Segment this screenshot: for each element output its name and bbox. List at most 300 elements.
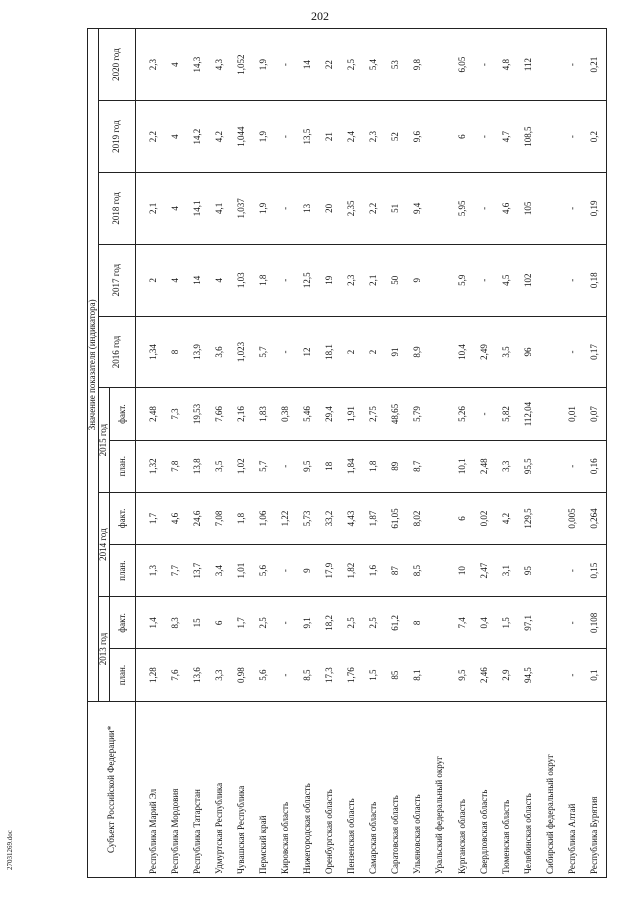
subject-name: Республика Бурятия: [583, 701, 606, 877]
table-row: [451, 29, 473, 878]
subject-name: Уральский федеральный округ: [429, 701, 451, 877]
header-year-2018: 2018 год: [99, 172, 136, 244]
value-cell: [539, 388, 561, 440]
table-row: [297, 29, 319, 878]
value-cell: 2,2: [143, 101, 165, 173]
value-cell: 15: [187, 597, 209, 649]
value-cell: [539, 29, 561, 101]
value-cell: 7,08: [209, 492, 231, 544]
value-cell: 4,3: [209, 29, 231, 101]
value-cell: 13: [297, 172, 319, 244]
value-cell: 5,6: [253, 649, 275, 701]
value-cell: [539, 545, 561, 597]
value-cell: 5,26: [451, 388, 473, 440]
value-cell: 53: [385, 29, 407, 101]
header-indicator: Значение показателя (индикатора): [88, 29, 99, 702]
value-cell: 1,052: [231, 29, 253, 101]
spacer-cell: [136, 244, 144, 316]
value-cell: 3,5: [495, 316, 517, 388]
value-cell: 1,8: [363, 440, 385, 492]
value-cell: 51: [385, 172, 407, 244]
value-cell: 0,17: [583, 316, 606, 388]
value-cell: [539, 440, 561, 492]
value-cell: [429, 316, 451, 388]
header-subject: Субъект Российской Федерации*: [88, 701, 136, 877]
header-plan-2014: план.: [110, 545, 136, 597]
value-cell: 5,4: [363, 29, 385, 101]
value-cell: 2,5: [341, 29, 363, 101]
value-cell: 5,46: [297, 388, 319, 440]
table-row: [385, 29, 407, 878]
value-cell: 0,02: [473, 492, 495, 544]
value-cell: 1,023: [231, 316, 253, 388]
value-cell: 5,6: [253, 545, 275, 597]
value-cell: 10,4: [451, 316, 473, 388]
value-cell: 1,3: [143, 545, 165, 597]
value-cell: 17,9: [319, 545, 341, 597]
spacer-cell: [136, 172, 144, 244]
value-cell: 2,46: [473, 649, 495, 701]
value-cell: 1,32: [143, 440, 165, 492]
value-cell: [539, 597, 561, 649]
value-cell: 2,49: [473, 316, 495, 388]
header-year-2013: 2013 год: [99, 597, 110, 701]
value-cell: [429, 597, 451, 649]
value-cell: 4: [165, 244, 187, 316]
value-cell: 0,07: [583, 388, 606, 440]
spacer-cell: [136, 101, 144, 173]
value-cell: 0,38: [275, 388, 297, 440]
value-cell: 1,87: [363, 492, 385, 544]
value-cell: 5,95: [451, 172, 473, 244]
value-cell: 1,28: [143, 649, 165, 701]
value-cell: 18,1: [319, 316, 341, 388]
value-cell: 1,03: [231, 244, 253, 316]
value-cell: 9,6: [407, 101, 429, 173]
value-cell: 9: [407, 244, 429, 316]
value-cell: -: [561, 545, 583, 597]
value-cell: 3,3: [495, 440, 517, 492]
spacer-cell: [136, 545, 144, 597]
value-cell: 1,82: [341, 545, 363, 597]
value-cell: 95: [517, 545, 539, 597]
value-cell: 20: [319, 172, 341, 244]
table-row: [583, 29, 606, 878]
spacer-cell: [136, 29, 144, 101]
value-cell: 0,98: [231, 649, 253, 701]
value-cell: 4,2: [209, 101, 231, 173]
value-cell: 2,1: [363, 244, 385, 316]
value-cell: [429, 649, 451, 701]
value-cell: 7,3: [165, 388, 187, 440]
subject-name: Кировская область: [275, 701, 297, 877]
value-cell: 9,4: [407, 172, 429, 244]
value-cell: 12,5: [297, 244, 319, 316]
value-cell: 1,6: [363, 545, 385, 597]
subject-name: Чувашская Республика: [231, 701, 253, 877]
value-cell: 3,1: [495, 545, 517, 597]
value-cell: [539, 649, 561, 701]
value-cell: -: [275, 316, 297, 388]
value-cell: 9,5: [451, 649, 473, 701]
value-cell: 2,3: [363, 101, 385, 173]
value-cell: 5,82: [495, 388, 517, 440]
spacer-cell: [136, 388, 144, 440]
value-cell: 96: [517, 316, 539, 388]
header-fact-2015: факт.: [110, 388, 136, 440]
value-cell: -: [275, 101, 297, 173]
table-row: [407, 29, 429, 878]
value-cell: 4: [165, 29, 187, 101]
value-cell: [429, 545, 451, 597]
value-cell: [539, 492, 561, 544]
value-cell: 2: [143, 244, 165, 316]
value-cell: 1,06: [253, 492, 275, 544]
value-cell: 4,6: [165, 492, 187, 544]
value-cell: 9,8: [407, 29, 429, 101]
value-cell: 8,5: [297, 649, 319, 701]
value-cell: 3,4: [209, 545, 231, 597]
value-cell: 52: [385, 101, 407, 173]
value-cell: 1,4: [143, 597, 165, 649]
value-cell: 33,2: [319, 492, 341, 544]
value-cell: 8,1: [407, 649, 429, 701]
table-row: [363, 29, 385, 878]
value-cell: 14: [297, 29, 319, 101]
value-cell: 19,53: [187, 388, 209, 440]
value-cell: 1,8: [253, 244, 275, 316]
table-row: [473, 29, 495, 878]
spacer-cell: [136, 649, 144, 701]
value-cell: 112,04: [517, 388, 539, 440]
value-cell: 108,5: [517, 101, 539, 173]
value-cell: 8,02: [407, 492, 429, 544]
table-row: [187, 29, 209, 878]
header-fact-2013: факт.: [110, 597, 136, 649]
table-row: [209, 29, 231, 878]
value-cell: 3,3: [209, 649, 231, 701]
table-header: [88, 29, 136, 878]
value-cell: 4: [165, 172, 187, 244]
district-row: [539, 29, 561, 878]
value-cell: -: [561, 316, 583, 388]
value-cell: [539, 101, 561, 173]
value-cell: 1,76: [341, 649, 363, 701]
value-cell: -: [561, 597, 583, 649]
value-cell: 8: [165, 316, 187, 388]
value-cell: 5,9: [451, 244, 473, 316]
value-cell: 14: [187, 244, 209, 316]
value-cell: [429, 172, 451, 244]
table-row: [143, 29, 165, 878]
value-cell: 2,2: [363, 172, 385, 244]
value-cell: 87: [385, 545, 407, 597]
table-row: [495, 29, 517, 878]
value-cell: 91: [385, 316, 407, 388]
value-cell: 7,6: [165, 649, 187, 701]
value-cell: 0,2: [583, 101, 606, 173]
value-cell: 2,5: [363, 597, 385, 649]
value-cell: 2,48: [473, 440, 495, 492]
value-cell: 1,8: [231, 492, 253, 544]
value-cell: 1,037: [231, 172, 253, 244]
header-year-2017: 2017 год: [99, 244, 136, 316]
value-cell: 13,8: [187, 440, 209, 492]
value-cell: 8,7: [407, 440, 429, 492]
value-cell: -: [473, 172, 495, 244]
subject-name: Республика Марий Эл: [143, 701, 165, 877]
header-year-2016: 2016 год: [99, 316, 136, 388]
value-cell: 61,05: [385, 492, 407, 544]
value-cell: 2: [341, 316, 363, 388]
value-cell: -: [473, 101, 495, 173]
value-cell: 4,7: [495, 101, 517, 173]
subject-name: Самарская область: [363, 701, 385, 877]
table-row: [561, 29, 583, 878]
value-cell: 4,43: [341, 492, 363, 544]
value-cell: 0,21: [583, 29, 606, 101]
value-cell: 10: [451, 545, 473, 597]
value-cell: 0,108: [583, 597, 606, 649]
header-year-2019: 2019 год: [99, 101, 136, 173]
subject-name: Челябинская область: [517, 701, 539, 877]
value-cell: 18,2: [319, 597, 341, 649]
value-cell: [429, 388, 451, 440]
value-cell: [429, 440, 451, 492]
value-cell: [429, 244, 451, 316]
value-cell: 13,7: [187, 545, 209, 597]
value-cell: 8,9: [407, 316, 429, 388]
header-fact-2014: факт.: [110, 492, 136, 544]
value-cell: 1,02: [231, 440, 253, 492]
value-cell: 9,1: [297, 597, 319, 649]
value-cell: 102: [517, 244, 539, 316]
value-cell: 12: [297, 316, 319, 388]
subject-name: Пермский край: [253, 701, 275, 877]
value-cell: 9,5: [297, 440, 319, 492]
value-cell: 18: [319, 440, 341, 492]
value-cell: 13,9: [187, 316, 209, 388]
value-cell: 5,79: [407, 388, 429, 440]
value-cell: 2,35: [341, 172, 363, 244]
spacer-cell: [136, 597, 144, 649]
value-cell: -: [275, 244, 297, 316]
value-cell: 1,22: [275, 492, 297, 544]
value-cell: 0,01: [561, 388, 583, 440]
subject-name: Республика Мордовия: [165, 701, 187, 877]
value-cell: 0,16: [583, 440, 606, 492]
value-cell: 2,16: [231, 388, 253, 440]
value-cell: 1,7: [143, 492, 165, 544]
value-cell: 48,65: [385, 388, 407, 440]
value-cell: -: [275, 29, 297, 101]
subject-name: Сибирский федеральный округ: [539, 701, 561, 877]
value-cell: 1,83: [253, 388, 275, 440]
table-body: [136, 29, 607, 878]
value-cell: 4,8: [495, 29, 517, 101]
value-cell: -: [561, 101, 583, 173]
value-cell: 4: [209, 244, 231, 316]
value-cell: 14,1: [187, 172, 209, 244]
value-cell: 112: [517, 29, 539, 101]
value-cell: 6: [451, 492, 473, 544]
value-cell: 1,01: [231, 545, 253, 597]
value-cell: 105: [517, 172, 539, 244]
subject-name: Удмуртская Республика: [209, 701, 231, 877]
subject-name: Республика Татарстан: [187, 701, 209, 877]
value-cell: 2,5: [341, 597, 363, 649]
value-cell: 13,6: [187, 649, 209, 701]
spacer-cell: [136, 701, 144, 877]
subject-name: Оренбургская область: [319, 701, 341, 877]
header-year-2020: 2020 год: [99, 29, 136, 101]
value-cell: 1,5: [363, 649, 385, 701]
spacer-cell: [136, 492, 144, 544]
header-year-2015: 2015 год: [99, 388, 110, 492]
value-cell: 2: [363, 316, 385, 388]
value-cell: [539, 316, 561, 388]
value-cell: 2,9: [495, 649, 517, 701]
value-cell: 2,47: [473, 545, 495, 597]
table-row: [253, 29, 275, 878]
value-cell: -: [275, 597, 297, 649]
value-cell: 8,5: [407, 545, 429, 597]
value-cell: 1,044: [231, 101, 253, 173]
value-cell: 4: [165, 101, 187, 173]
value-cell: 1,9: [253, 101, 275, 173]
rotated-table-container: [87, 28, 607, 878]
table-row: [341, 29, 363, 878]
value-cell: -: [275, 172, 297, 244]
value-cell: 94,5: [517, 649, 539, 701]
value-cell: 4,6: [495, 172, 517, 244]
value-cell: 17,3: [319, 649, 341, 701]
value-cell: 10,1: [451, 440, 473, 492]
value-cell: 4,2: [495, 492, 517, 544]
value-cell: 0,4: [473, 597, 495, 649]
value-cell: 7,66: [209, 388, 231, 440]
subject-name: Тюменская область: [495, 701, 517, 877]
value-cell: 95,5: [517, 440, 539, 492]
value-cell: 1,91: [341, 388, 363, 440]
value-cell: [429, 492, 451, 544]
table-row: [165, 29, 187, 878]
value-cell: 0,19: [583, 172, 606, 244]
value-cell: 19: [319, 244, 341, 316]
value-cell: 0,18: [583, 244, 606, 316]
table-row: [275, 29, 297, 878]
value-cell: 3,6: [209, 316, 231, 388]
value-cell: 22: [319, 29, 341, 101]
value-cell: 1,7: [231, 597, 253, 649]
header-year-2014: 2014 год: [99, 492, 110, 596]
value-cell: 2,48: [143, 388, 165, 440]
page-number: 202: [311, 9, 329, 23]
value-cell: 2,75: [363, 388, 385, 440]
value-cell: -: [275, 545, 297, 597]
value-cell: 0,005: [561, 492, 583, 544]
value-cell: -: [561, 172, 583, 244]
value-cell: 0,15: [583, 545, 606, 597]
value-cell: 61,2: [385, 597, 407, 649]
value-cell: 89: [385, 440, 407, 492]
value-cell: -: [561, 649, 583, 701]
spacer-cell: [136, 316, 144, 388]
value-cell: 0,1: [583, 649, 606, 701]
value-cell: -: [473, 29, 495, 101]
value-cell: 97,1: [517, 597, 539, 649]
subject-name: Пензенская область: [341, 701, 363, 877]
value-cell: 14,3: [187, 29, 209, 101]
value-cell: 8: [407, 597, 429, 649]
value-cell: 21: [319, 101, 341, 173]
value-cell: 50: [385, 244, 407, 316]
value-cell: 1,5: [495, 597, 517, 649]
value-cell: 7,4: [451, 597, 473, 649]
table-row: [319, 29, 341, 878]
value-cell: 6: [451, 101, 473, 173]
value-cell: 129,5: [517, 492, 539, 544]
value-cell: -: [561, 244, 583, 316]
value-cell: -: [473, 244, 495, 316]
table-row: [231, 29, 253, 878]
value-cell: 4,1: [209, 172, 231, 244]
district-row: [429, 29, 451, 878]
value-cell: -: [275, 649, 297, 701]
subject-name: Республика Алтай: [561, 701, 583, 877]
value-cell: 3,5: [209, 440, 231, 492]
subject-name: Нижегородская область: [297, 701, 319, 877]
value-cell: 24,6: [187, 492, 209, 544]
value-cell: 5,7: [253, 440, 275, 492]
value-cell: 5,73: [297, 492, 319, 544]
value-cell: 6: [209, 597, 231, 649]
table-row: [517, 29, 539, 878]
value-cell: 1,84: [341, 440, 363, 492]
subject-name: Ульяновская область: [407, 701, 429, 877]
subject-name: Курганская область: [451, 701, 473, 877]
value-cell: 1,9: [253, 172, 275, 244]
value-cell: 2,3: [143, 29, 165, 101]
document-filename: 27031269.doc: [6, 830, 14, 870]
spacer-cell: [136, 440, 144, 492]
value-cell: 29,4: [319, 388, 341, 440]
value-cell: 14,2: [187, 101, 209, 173]
value-cell: 4,5: [495, 244, 517, 316]
value-cell: -: [473, 388, 495, 440]
value-cell: 6,05: [451, 29, 473, 101]
table-spacer-row: [136, 29, 144, 878]
value-cell: 2,5: [253, 597, 275, 649]
value-cell: 13,5: [297, 101, 319, 173]
subject-name: Свердловская область: [473, 701, 495, 877]
value-cell: -: [561, 29, 583, 101]
header-plan-2015: план.: [110, 440, 136, 492]
value-cell: 9: [297, 545, 319, 597]
subject-name: Саратовская область: [385, 701, 407, 877]
value-cell: -: [275, 440, 297, 492]
header-plan-2013: план.: [110, 649, 136, 701]
value-cell: 7,7: [165, 545, 187, 597]
value-cell: [539, 172, 561, 244]
value-cell: 0,264: [583, 492, 606, 544]
value-cell: 5,7: [253, 316, 275, 388]
value-cell: 7,8: [165, 440, 187, 492]
value-cell: 2,3: [341, 244, 363, 316]
value-cell: 8,3: [165, 597, 187, 649]
value-cell: 1,34: [143, 316, 165, 388]
value-cell: 1,9: [253, 29, 275, 101]
